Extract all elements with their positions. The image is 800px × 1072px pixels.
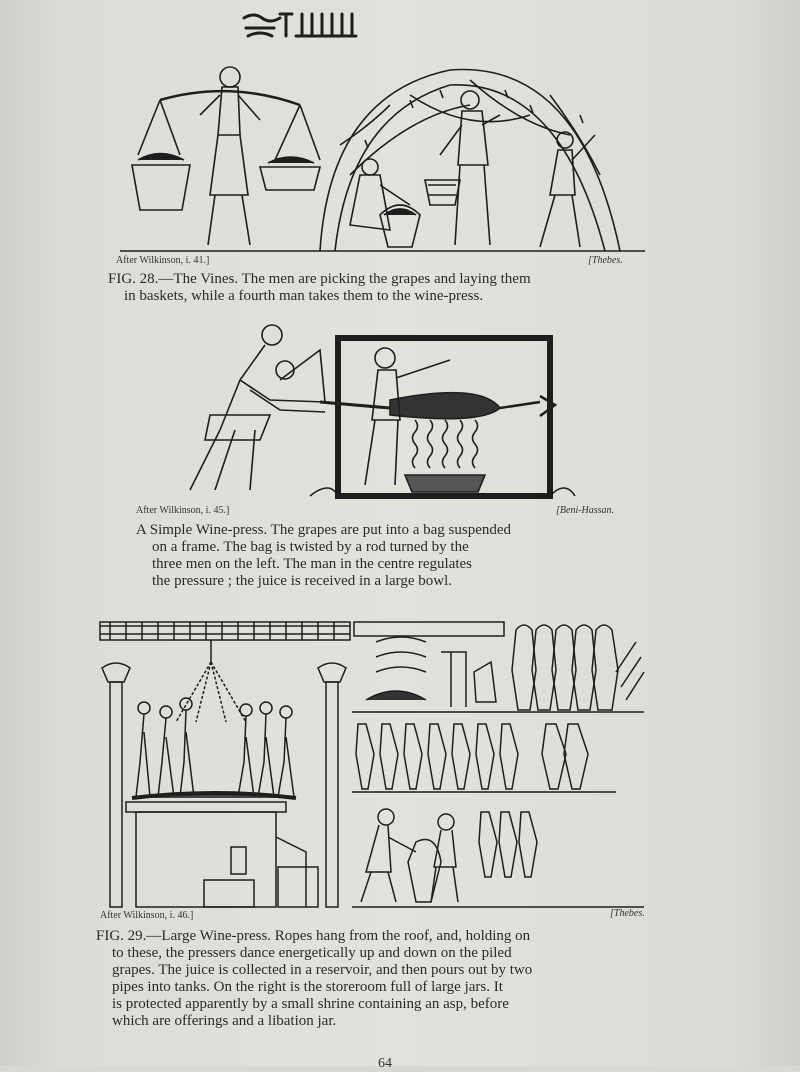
caption-line: to these, the pressers dance energetically up and down on the piled bbox=[112, 945, 512, 961]
caption-line: FIG. 28.—The Vines. The men are picking the grapes and laying them bbox=[108, 271, 531, 287]
page-number: 64 bbox=[378, 1056, 392, 1071]
figure-vines-illustration bbox=[110, 55, 650, 255]
figure-credit-right: [Thebes. bbox=[610, 908, 645, 919]
caption-line: the pressure ; the juice is received in a large bowl. bbox=[152, 573, 453, 589]
figure-simple-winepress-illustration bbox=[160, 320, 580, 500]
figure-credit-left: After Wilkinson, i. 45.] bbox=[136, 505, 230, 516]
caption-line: FIG. 29.—Large Wine-press. Ropes hang from the roof, and, holding on bbox=[96, 928, 531, 944]
figure-credit-right: [Beni-Hassan. bbox=[556, 505, 615, 516]
figure-caption bbox=[108, 271, 531, 305]
caption-line: which are offerings and a libation jar. bbox=[112, 1013, 337, 1029]
figure-caption bbox=[96, 928, 532, 1030]
figure-caption bbox=[136, 522, 511, 590]
caption-line: grapes. The juice is collected in a reservoir, and then pours out by two bbox=[112, 962, 533, 978]
figure-credit-left: After Wilkinson, i. 46.] bbox=[100, 910, 194, 921]
caption-line: on a frame. The bag is twisted by a rod turned by the bbox=[152, 539, 469, 555]
figure-credit-right: [Thebes. bbox=[588, 255, 623, 266]
figure-credit-left: After Wilkinson, i. 41.] bbox=[116, 255, 210, 266]
figure-large-winepress-illustration bbox=[96, 612, 656, 912]
hieroglyph-header-icon bbox=[240, 6, 360, 47]
caption-line: pipes into tanks. On the right is the storeroom full of large jars. It bbox=[112, 979, 503, 995]
caption-line: A Simple Wine-press. The grapes are put into a bag suspended bbox=[136, 522, 512, 538]
caption-line: three men on the left. The man in the centre regulates bbox=[152, 556, 473, 572]
caption-line: is protected apparently by a small shrine containing an asp, before bbox=[112, 996, 509, 1012]
caption-line: in baskets, while a fourth man takes them to the wine-press. bbox=[124, 288, 484, 304]
